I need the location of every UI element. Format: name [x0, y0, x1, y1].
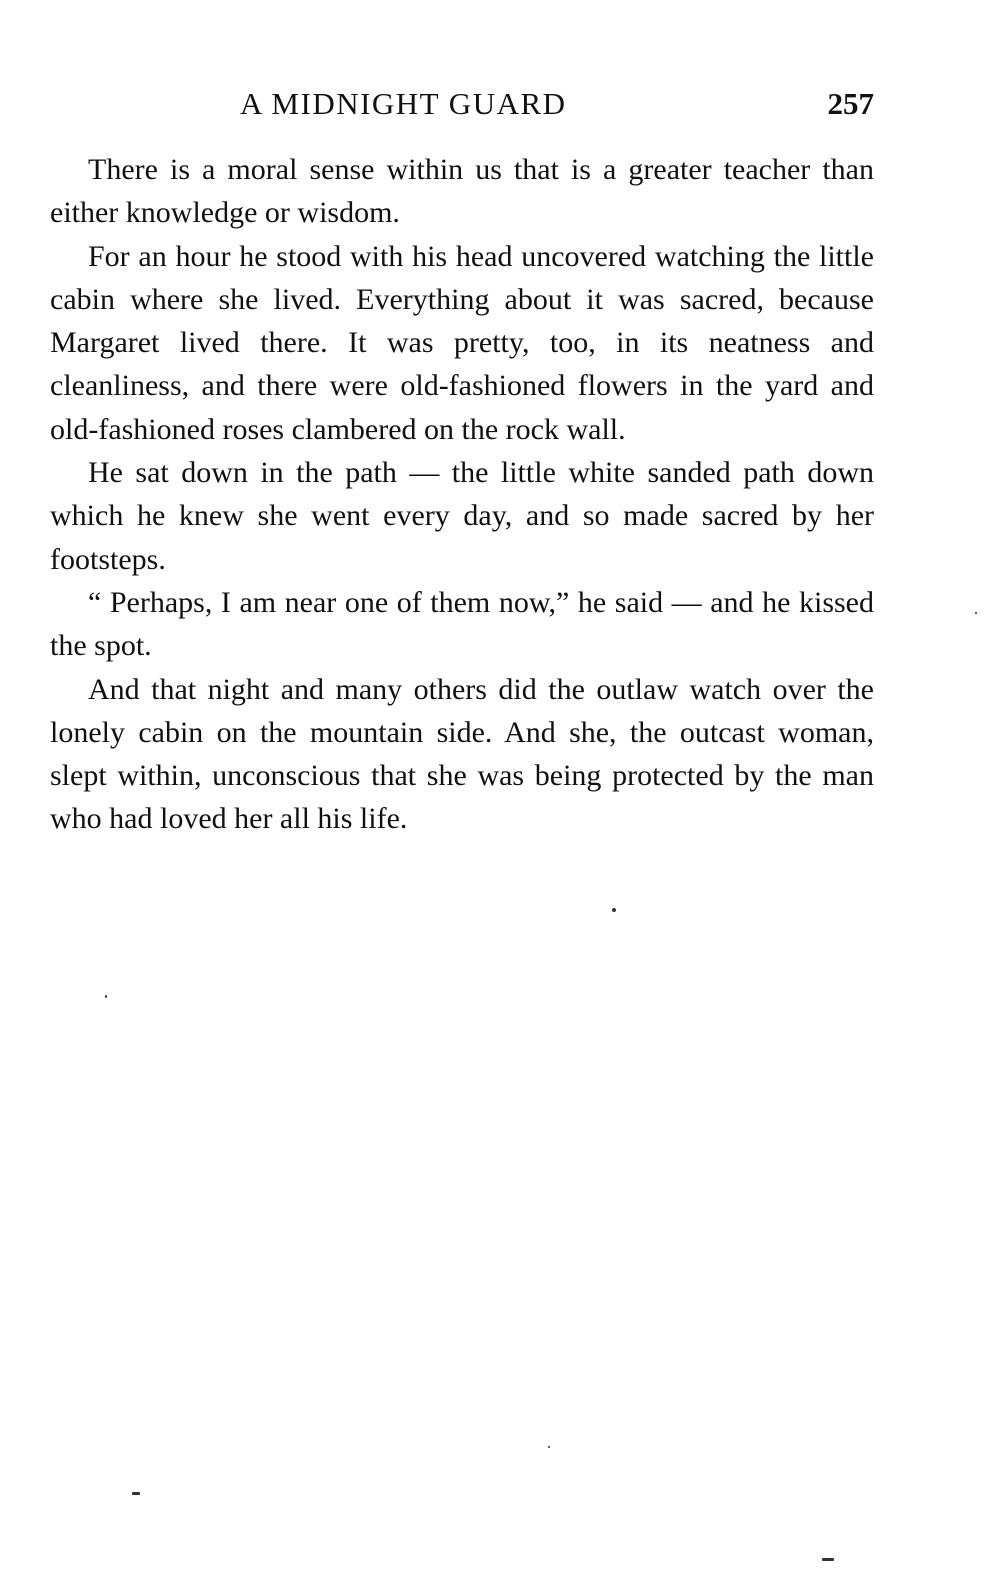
scan-speck: [612, 908, 616, 912]
paragraph-moral-sense: There is a moral sense within us that is a greater teacher than either knowledge or wisdom.: [50, 153, 874, 230]
scan-speck: [975, 612, 977, 614]
paragraph-sanded-path: He sat down in the path — the little white sanded path down which he knew she went every day, and so made sacred by her footsteps.: [50, 456, 874, 576]
page-number: 257: [827, 86, 874, 121]
scan-speck: [548, 1446, 550, 1448]
scan-speck: [822, 1558, 834, 1561]
paragraph-outlaw-watch: And that night and many others did the outlaw watch over the lonely cabin on the mountain side. And she, the outcast woman, slept within, unconscious that she was being protected by the man who had loved her all his life.: [50, 672, 874, 836]
scan-speck: [105, 995, 107, 998]
text-body: [50, 148, 874, 841]
paragraph-cabin-watch: For an hour he stood with his head uncovered watching the little cabin where she lived. Everything about it was sacred, because Margaret lived there. It was pretty, too, in its neatness and cleanliness, and there were old-fashioned flowers in the yard and old-fashioned roses clambered on the rock wall.: [50, 239, 874, 446]
running-head: A MIDNIGHT GUARD: [240, 86, 567, 121]
page-header: [50, 84, 874, 124]
paragraph-kissed-spot: “ Perhaps, I am near one of them now,” he said — and he kissed the spot.: [50, 585, 874, 663]
scan-speck: [132, 1492, 140, 1495]
